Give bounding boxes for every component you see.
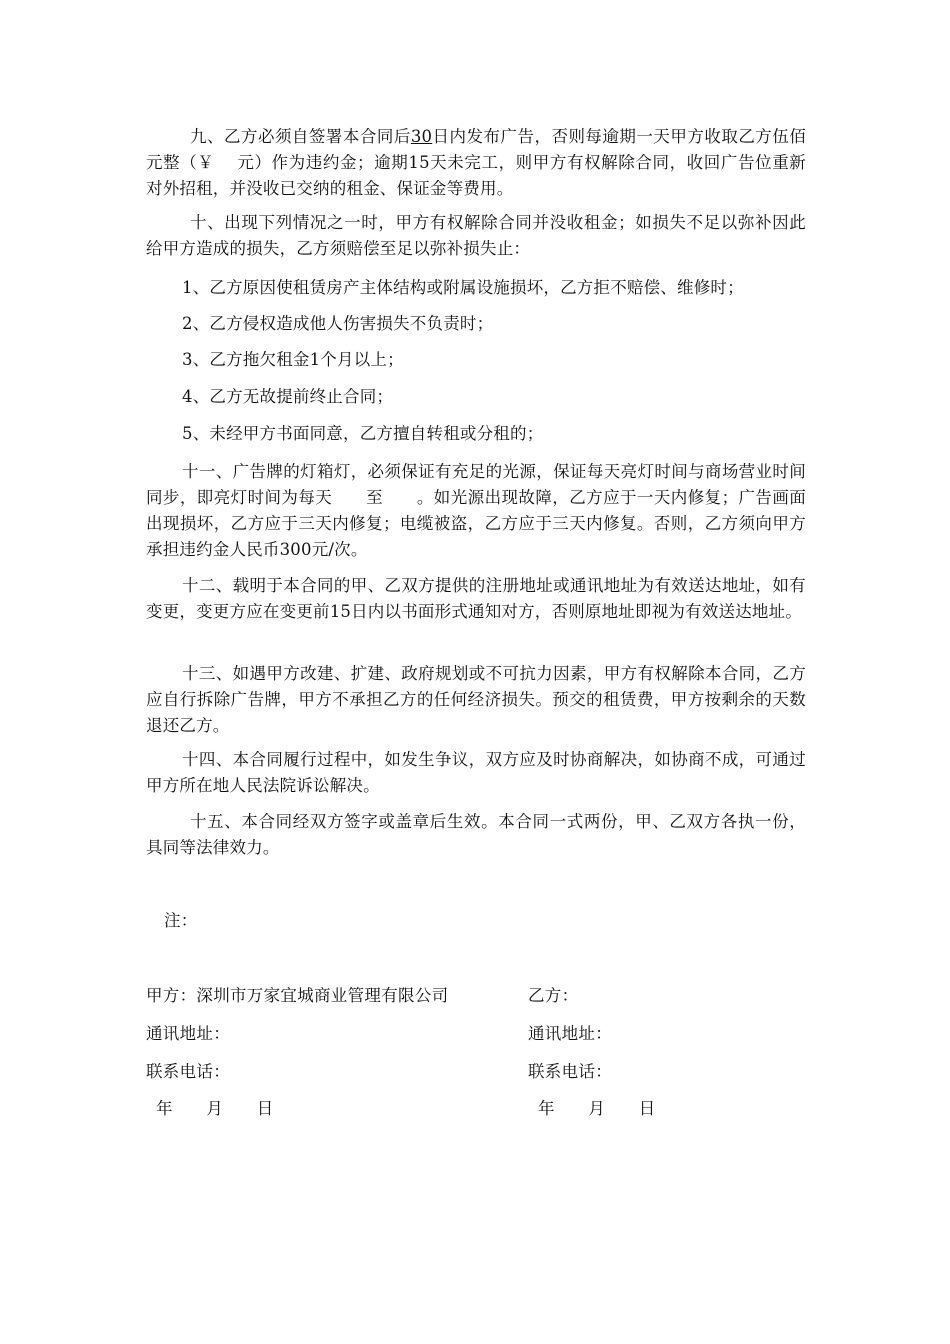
clause-9-part1: 九、乙方必须自签署本合同后	[190, 127, 411, 146]
party-a-phone: 联系电话：	[146, 1062, 230, 1081]
note-label: 注：	[164, 911, 198, 930]
clause-12: 十二、载明于本合同的甲、乙双方提供的注册地址或通讯地址为有效送达地址，如有变更，变更方应在变更前15日内以书面形式通知对方，否则原地址即视为有效送达地址。	[146, 576, 806, 621]
party-a-address: 通讯地址：	[146, 1024, 230, 1043]
party-b-phone: 联系电话：	[528, 1062, 612, 1081]
party-a-name: 甲方：深圳市万家宜城商业管理有限公司	[146, 986, 449, 1005]
clause-10-item-5: 5、未经甲方书面同意，乙方擅自转租或分租的；	[182, 424, 544, 443]
clause-15: 十五、本合同经双方签字或盖章后生效。本合同一式两份，甲、乙双方各执一份，具同等法律效力。	[146, 812, 806, 857]
clause-14: 十四、本合同履行过程中，如发生争议，双方应及时协商解决，如协商不成，可通过甲方所在地人民法院诉讼解决。	[146, 750, 806, 795]
party-b-name: 乙方：	[528, 986, 579, 1005]
clause-10: 十、出现下列情况之一时，甲方有权解除合同并没收租金；如损失不足以弥补因此给甲方造成的损失，乙方须赔偿至足以弥补损失止：	[146, 213, 806, 258]
party-b-address: 通讯地址：	[528, 1024, 612, 1043]
clause-9-days: 30	[410, 127, 433, 146]
clause-10-item-3: 3、乙方拖欠租金1个月以上；	[182, 350, 404, 369]
party-a-date: 年 月 日	[156, 1099, 274, 1118]
party-b-date: 年 月 日	[538, 1099, 656, 1118]
clause-10-item-1: 1、乙方原因使租赁房产主体结构或附属设施损坏，乙方拒不赔偿、维修时；	[182, 278, 744, 297]
clause-10-item-4: 4、乙方无故提前终止合同；	[182, 387, 394, 406]
clause-10-item-2: 2、乙方侵权造成他人伤害损失不负责时；	[182, 314, 494, 333]
clause-9-part2: 日内发布广告，否则每逾期一天甲方收取乙方伍佰元整（￥ 元）作为违约金；逾期15天未完工，则甲方有权解除合同，收回广告位重新对外招租，并没收已交纳的租金、保证金等费用。	[146, 127, 806, 198]
clause-13: 十三、如遇甲方改建、扩建、政府规划或不可抗力因素，甲方有权解除本合同，乙方应自行拆除广告牌，甲方不承担乙方的任何经济损失。预交的租赁费，甲方按剩余的天数退还乙方。	[146, 664, 806, 735]
clause-11: 十一、广告牌的灯箱灯，必须保证有充足的光源，保证每天亮灯时间与商场营业时间同步，即亮灯时间为每天 至 。如光源出现故障，乙方应于一天内修复；广告画面出现损坏，乙方应于三天内修复；电缆被盗，乙方应于三天内修复。否则，乙方须向甲方承担违约金人民币300元/次。	[146, 462, 806, 559]
clause-9	[146, 124, 806, 202]
